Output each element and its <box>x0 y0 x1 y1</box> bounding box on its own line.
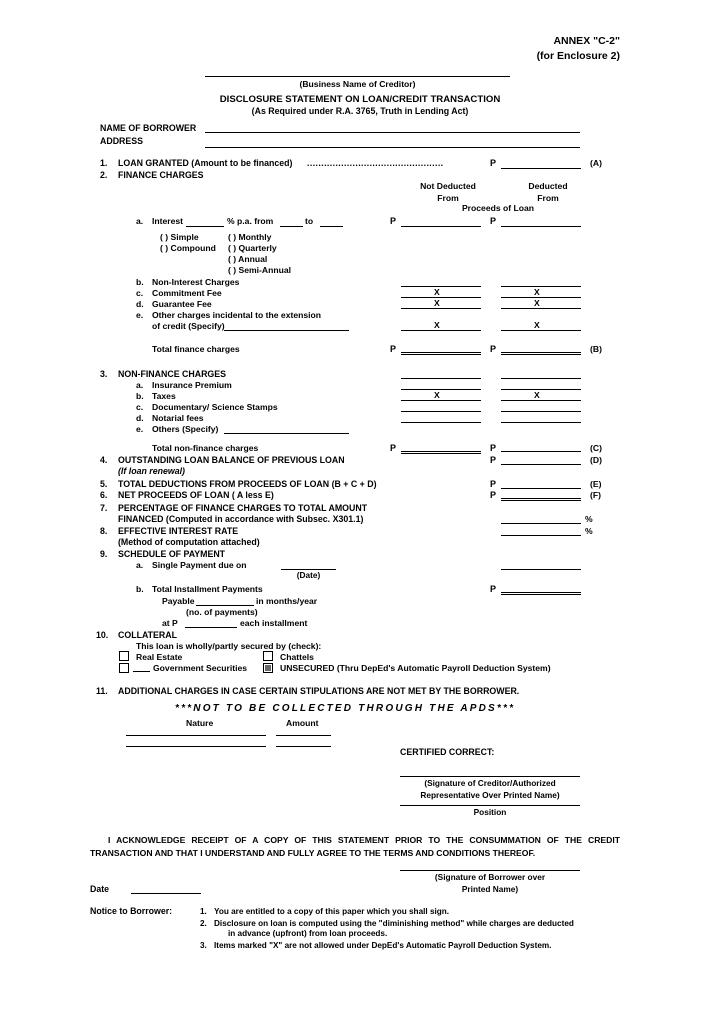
option-semi-annual[interactable]: ( ) Semi-Annual <box>228 265 292 275</box>
position-line[interactable] <box>400 805 580 806</box>
item-6-peso: P <box>490 490 497 500</box>
column-header-not-deducted-line2: From <box>437 192 459 203</box>
item-4-peso: P <box>490 455 497 465</box>
interest-pct-label: % p.a. from <box>227 216 274 226</box>
checkbox-unsecured[interactable] <box>263 663 273 673</box>
annex-label: ANNEX "C-2" <box>553 35 620 47</box>
certified-correct-label: CERTIFIED CORRECT: <box>400 747 495 757</box>
item-7-percent-symbol: % <box>585 514 593 524</box>
item-3-number: 3. <box>100 369 108 379</box>
item-11-label: ADDITIONAL CHARGES IN CASE CERTAIN STIPULATIONS ARE NOT MET BY THE BORROWER. <box>118 686 520 696</box>
item-5-number: 5. <box>100 479 108 489</box>
item-4-amount-line[interactable] <box>501 464 581 465</box>
borrower-address-labels <box>100 122 196 148</box>
guarantee-fee-deducted-x: X <box>534 298 540 308</box>
item-2b-label: Non-Interest Charges <box>152 277 240 287</box>
item-2a-label: Interest <box>152 216 184 226</box>
creditor-signature-line[interactable] <box>400 776 580 777</box>
checkbox-government-securities[interactable] <box>119 663 129 673</box>
item-9b-letter: b. <box>136 584 144 594</box>
others-specify-line[interactable] <box>224 433 349 434</box>
creditor-signature-caption <box>400 778 580 801</box>
total-nonfinance-not-deducted-line[interactable] <box>401 451 481 454</box>
notice-item-3-number: 3. <box>200 941 207 950</box>
acknowledgement-text: I ACKNOWLEDGE RECEIPT OF A COPY OF THIS STATEMENT PRIOR TO THE CONSUMMATION OF THE CREDIT TRANSACTION AND THAT I UNDERSTAND AND FULLY AGREE TO THE TERMS AND CONDITIONS THEREOF. <box>90 835 620 858</box>
date-label: Date <box>90 884 110 894</box>
item-8-percent-line[interactable] <box>501 535 581 536</box>
other-charges-not-deducted-x: X <box>434 320 440 330</box>
nature-line-2[interactable] <box>126 746 266 747</box>
item-3d-letter: d. <box>136 413 144 423</box>
item-9a-letter: a. <box>136 560 144 570</box>
item-1-tag: (A) <box>590 158 602 168</box>
guarantee-fee-not-deducted-x: X <box>434 298 440 308</box>
borrower-signature-caption-line1: (Signature of Borrower over <box>434 872 546 882</box>
total-nonfinance-deducted-line[interactable] <box>501 451 581 452</box>
total-finance-deducted-line[interactable] <box>501 352 581 355</box>
option-monthly[interactable]: ( ) Monthly <box>228 232 272 242</box>
notice-item-1-number: 1. <box>200 907 207 916</box>
item-2a-letter: a. <box>136 216 144 226</box>
interest-rate-input-line[interactable] <box>186 226 224 227</box>
in-months-year-label: in months/year <box>256 596 318 606</box>
item-6-number: 6. <box>100 490 108 500</box>
interest-not-deducted-peso: P <box>390 216 397 226</box>
borrower-signature-caption-line2: Printed Name) <box>461 883 519 894</box>
item-3b-label: Taxes <box>152 391 176 401</box>
borrower-signature-caption <box>400 872 580 895</box>
other-charges-deducted-x: X <box>534 320 540 330</box>
notice-item-2-text-continued: in advance (upfront) from loan proceeds. <box>228 929 388 938</box>
annex-header <box>537 34 620 64</box>
item-2e-letter: e. <box>136 310 144 320</box>
item-3a-label: Insurance Premium <box>152 380 232 390</box>
checkbox-unsecured-label: UNSECURED (Thru DepEd's Automatic Payroll Deduction System) <box>280 663 551 673</box>
other-charges-not-deducted-line[interactable] <box>401 330 481 331</box>
apds-warning-note: ***NOT TO BE COLLECTED THROUGH THE APDS*** <box>175 703 516 714</box>
item-6-label: NET PROCEEDS OF LOAN ( A less E) <box>118 490 274 500</box>
notice-to-borrower-label: Notice to Borrower: <box>90 906 173 916</box>
name-of-borrower-label: NAME OF BORROWER <box>100 123 197 133</box>
checkbox-real-estate-label: Real Estate <box>136 652 183 662</box>
item-3b-letter: b. <box>136 391 144 401</box>
nature-column-header: Nature <box>186 718 214 728</box>
creditor-signature-caption-line2: Representative Over Printed Name) <box>420 789 560 800</box>
item-6-tag: (F) <box>590 490 601 500</box>
interest-from-input-line[interactable] <box>280 226 303 227</box>
item-7-percent-line[interactable] <box>501 523 581 524</box>
item-9-number: 9. <box>100 549 108 559</box>
option-simple[interactable]: ( ) Simple <box>160 232 199 242</box>
notice-item-2-number: 2. <box>200 919 207 928</box>
item-5-amount-line[interactable] <box>501 488 581 489</box>
item-2-number: 2. <box>100 170 108 180</box>
interest-to-label: to <box>305 216 314 226</box>
guarantee-fee-deducted-line[interactable] <box>501 297 581 298</box>
commitment-fee-deducted-x: X <box>534 287 540 297</box>
item-2e-label-line2: of credit (Specify) <box>152 321 225 331</box>
item-1-amount-line[interactable] <box>501 168 581 169</box>
total-nonfinance-tag: (C) <box>590 443 602 453</box>
amount-line-1[interactable] <box>276 735 331 736</box>
each-installment-label: each installment <box>240 618 308 628</box>
item-2d-letter: d. <box>136 299 144 309</box>
checkbox-government-securities-label: Government Securities <box>153 663 248 673</box>
taxes-not-deducted-line[interactable] <box>401 389 481 390</box>
item-3c-label: Documentary/ Science Stamps <box>152 402 278 412</box>
at-p-label: at P <box>162 618 178 628</box>
item-8-label: EFFECTIVE INTEREST RATE <box>118 526 239 536</box>
item-9a-label: Single Payment due on <box>152 560 247 570</box>
checkbox-real-estate[interactable] <box>119 651 129 661</box>
creditor-name-rule <box>205 76 510 77</box>
enclosure-label: (for Enclosure 2) <box>536 50 620 62</box>
payable-label: Payable <box>162 596 195 606</box>
option-compound[interactable]: ( ) Compound <box>160 243 216 253</box>
insurance-premium-deducted-line[interactable] <box>501 378 581 379</box>
address-label: ADDRESS <box>100 136 144 146</box>
total-nonfinance-deducted-peso: P <box>490 443 497 453</box>
item-4-subnote: (If loan renewal) <box>118 466 185 476</box>
item-1-peso-sign: P <box>490 158 497 168</box>
column-header-not-deducted <box>400 181 496 204</box>
other-charges-specify-line[interactable] <box>224 330 349 331</box>
item-3e-letter: e. <box>136 424 144 434</box>
commitment-fee-not-deducted-line[interactable] <box>401 286 481 287</box>
no-of-payments-caption: (no. of payments) <box>186 607 258 617</box>
item-4-tag: (D) <box>590 455 602 465</box>
item-5-label: TOTAL DEDUCTIONS FROM PROCEEDS OF LOAN (B + C + D) <box>118 479 377 489</box>
address-input-line[interactable] <box>205 147 580 148</box>
nature-line-1[interactable] <box>126 735 266 736</box>
column-header-deducted-line1: Deducted <box>528 181 568 191</box>
government-securities-blank-line[interactable] <box>133 671 150 672</box>
item-7-label-line1: PERCENTAGE OF FINANCE CHARGES TO TOTAL AMOUNT <box>118 503 368 513</box>
option-annual[interactable]: ( ) Annual <box>228 254 268 264</box>
taxes-deducted-line[interactable] <box>501 389 581 390</box>
item-2d-label: Guarantee Fee <box>152 299 212 309</box>
item-2c-label: Commitment Fee <box>152 288 222 298</box>
guarantee-fee-not-deducted-line[interactable] <box>401 297 481 298</box>
item-8-subnote: (Method of computation attached) <box>118 537 260 547</box>
item-2c-letter: c. <box>136 288 144 298</box>
doc-stamps-not-deducted-line[interactable] <box>401 400 481 401</box>
doc-stamps-deducted-line[interactable] <box>501 400 581 401</box>
item-9b-label: Total Installment Payments <box>152 584 263 594</box>
item-3-label: NON-FINANCE CHARGES <box>118 369 227 379</box>
amount-line-2[interactable] <box>276 746 331 747</box>
single-payment-date-caption: (Date) <box>296 570 321 580</box>
notarial-fees-not-deducted-line[interactable] <box>401 411 481 412</box>
checkbox-chattels-label: Chattels <box>280 652 314 662</box>
installment-total-line[interactable] <box>501 592 581 595</box>
guarantee-fee-not-deducted-underline <box>401 308 481 309</box>
commitment-fee-deducted-line[interactable] <box>501 286 581 287</box>
item-3a-letter: a. <box>136 380 144 390</box>
borrower-signature-line[interactable] <box>400 870 580 871</box>
amount-column-header: Amount <box>286 718 319 728</box>
each-installment-amount-line[interactable] <box>185 627 237 628</box>
payable-number-line[interactable] <box>196 605 254 606</box>
total-finance-charges-label: Total finance charges <box>152 344 240 354</box>
installment-total-peso: P <box>490 584 497 594</box>
interest-not-deducted-line[interactable] <box>401 226 481 227</box>
item-8-percent-symbol: % <box>585 526 593 536</box>
item-3e-label: Others (Specify) <box>152 424 219 434</box>
item-4-label: OUTSTANDING LOAN BALANCE OF PREVIOUS LOAN <box>118 455 345 465</box>
notarial-fees-deducted-line[interactable] <box>501 411 581 412</box>
interest-to-input-line[interactable] <box>320 226 343 227</box>
date-input-line[interactable] <box>131 893 201 894</box>
column-header-not-deducted-line1: Not Deducted <box>420 181 476 191</box>
item-9-label: SCHEDULE OF PAYMENT <box>118 549 226 559</box>
others-not-deducted-line[interactable] <box>401 422 481 423</box>
insurance-premium-not-deducted-line[interactable] <box>401 378 481 379</box>
page-subtitle: (As Required under R.A. 3765, Truth in Lending Act) <box>251 106 469 116</box>
page-title: DISCLOSURE STATEMENT ON LOAN/CREDIT TRANSACTION <box>219 94 501 105</box>
item-10-number: 10. <box>96 630 109 640</box>
column-header-deducted-line2: From <box>537 192 559 203</box>
total-finance-not-deducted-peso: P <box>390 344 397 354</box>
item-1-dot-leader: ................................................ <box>307 158 444 168</box>
item-11-number: 11. <box>96 686 108 696</box>
item-2b-letter: b. <box>136 277 144 287</box>
column-header-deducted <box>500 181 596 204</box>
item-3d-label: Notarial fees <box>152 413 204 423</box>
notice-item-1-text: You are entitled to a copy of this paper which you shall sign. <box>214 907 450 916</box>
interest-deducted-peso: P <box>490 216 497 226</box>
position-caption: Position <box>473 807 507 817</box>
option-quarterly[interactable]: ( ) Quarterly <box>228 243 277 253</box>
item-10-label: COLLATERAL <box>118 630 177 640</box>
item-2e-label-line1: Other charges incidental to the extension <box>152 310 322 320</box>
other-charges-deducted-line[interactable] <box>501 330 581 331</box>
item-1-label: LOAN GRANTED (Amount to be financed) <box>118 158 293 168</box>
item-8-number: 8. <box>100 526 108 536</box>
item-7-label-line2: FINANCED (Computed in accordance with Subsec. X301.1) <box>118 514 364 524</box>
total-nonfinance-label: Total non-finance charges <box>152 443 259 453</box>
item-10-subnote: This loan is wholly/partly secured by (check): <box>136 641 322 651</box>
single-payment-amount-line[interactable] <box>501 569 581 570</box>
total-finance-deducted-peso: P <box>490 344 497 354</box>
item-7-number: 7. <box>100 503 108 513</box>
item-5-peso: P <box>490 479 497 489</box>
name-of-borrower-input-line[interactable] <box>205 132 580 133</box>
total-nonfinance-not-deducted-peso: P <box>390 443 397 453</box>
item-4-number: 4. <box>100 455 108 465</box>
column-header-proceeds-of-loan: Proceeds of Loan <box>461 203 535 213</box>
item-1-number: 1. <box>100 158 108 168</box>
creditor-signature-caption-line1: (Signature of Creditor/Authorized <box>424 778 556 788</box>
creditor-name-caption: (Business Name of Creditor) <box>299 79 416 89</box>
guarantee-fee-deducted-underline <box>501 308 581 309</box>
interest-deducted-line[interactable] <box>501 226 581 227</box>
commitment-fee-not-deducted-x: X <box>434 287 440 297</box>
others-deducted-line[interactable] <box>501 422 581 423</box>
item-2-label: FINANCE CHARGES <box>118 170 204 180</box>
item-5-tag: (E) <box>590 479 602 489</box>
item-3c-letter: c. <box>136 402 144 412</box>
taxes-deducted-x: X <box>534 390 540 400</box>
taxes-not-deducted-x: X <box>434 390 440 400</box>
total-finance-tag: (B) <box>590 344 602 354</box>
notice-item-3-text: Items marked "X" are not allowed under DepEd's Automatic Payroll Deduction System. <box>214 941 552 950</box>
checkbox-chattels[interactable] <box>263 651 273 661</box>
total-finance-not-deducted-line[interactable] <box>401 352 481 355</box>
item-6-amount-line[interactable] <box>501 498 581 501</box>
notice-item-2-text: Disclosure on loan is computed using the "diminishing method" while charges are deducted <box>214 919 574 928</box>
